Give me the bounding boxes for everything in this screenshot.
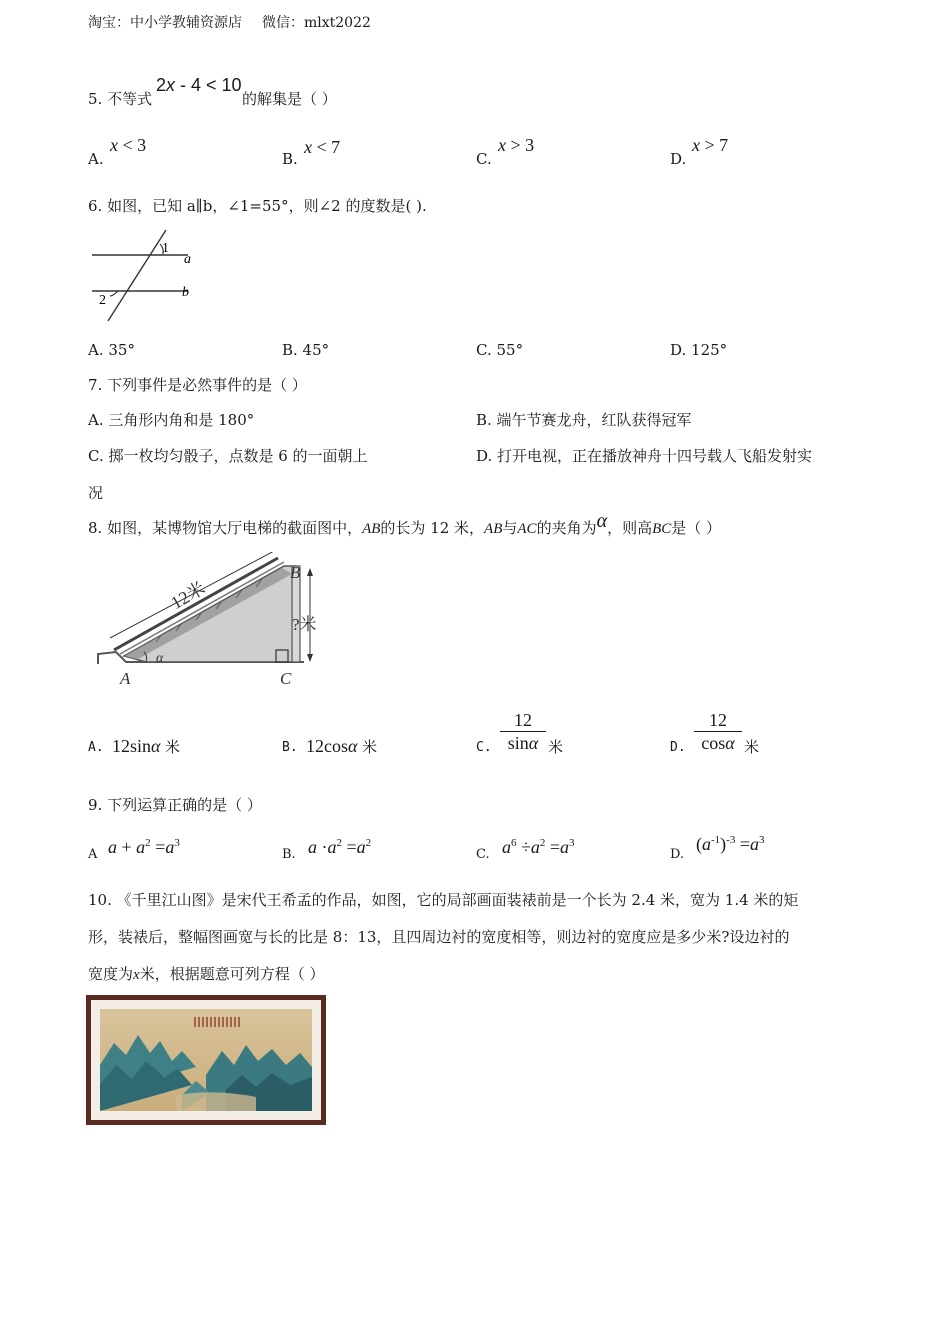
q5-option-c-expr: x > 3 [498,135,535,155]
q6-option-a[interactable]: A. 35° [88,341,135,359]
q5-option-c[interactable]: C. [476,150,492,168]
q5-suffix: 的解集是（ ） [242,90,337,108]
q8-option-d-unit: 米 [744,738,760,756]
line-b-label: b [182,285,189,300]
q10-line-2: 形，装裱后，整幅图画宽与长的比是 8：13，且四周边衬的宽度相等，则边衬的宽度应是多少米?设边衬的 [88,928,790,946]
q8-stem: 8. 如图，某博物馆大厅电梯的截面图中，AB的长为 12 米，AB与AC的夹角为α，则高BC是（ ） [88,510,722,537]
q9-option-a-expr: $a + a^2 =a^3$ [108,837,180,857]
q9-option-c[interactable]: C. [476,847,490,862]
q7-stem: 7. 下列事件是必然事件的是（ ） [88,376,307,394]
q8-option-a-expr: 12sinα 米 [112,736,180,756]
q8-option-c-unit: 米 [548,738,564,756]
q6-option-b[interactable]: B. 45° [282,341,330,359]
q8-option-d[interactable]: D. [670,740,686,755]
q9-option-d[interactable]: D. [670,847,685,862]
q8-option-b[interactable]: B. [282,740,298,755]
q10-landscape-painting-image [86,995,326,1125]
q8-option-c[interactable]: C. [476,740,492,755]
q7-option-d-continuation: 况 [88,484,104,502]
q9-stem: 9. 下列运算正确的是（ ） [88,796,262,814]
q9-option-c-expr: $a^6 \div a^2 =a^3$ [502,837,575,857]
q9-option-b[interactable]: B. [282,847,296,862]
point-c-label: C [280,669,292,688]
q8-option-d-fraction: 12 cosα [694,709,742,754]
angle-2-label: 2 [99,293,106,308]
q5-option-a-expr: x < 3 [110,135,147,155]
q10-line-1: 10. 《千里江山图》是宋代王希孟的作品，如图，它的局部画面装裱前是一个长为 2.4 米，宽为 1.4 米的矩 [88,891,799,909]
angle-1-label: 1 [162,241,169,256]
point-b-label: B [290,563,301,582]
q9-option-b-expr: $a \cdot a^2 =a^2$ [308,837,372,857]
transversal [108,230,166,321]
alpha-label: α [156,651,164,666]
q10-line-3: 宽度为x米，根据题意可列方程（ ） [88,965,325,983]
length-label: 12米 [167,577,209,614]
height-label: ?米 [292,615,317,634]
q5-option-a[interactable]: A. [88,150,104,168]
q5-prefix: 5. 不等式 [88,90,153,108]
line-a-label: a [184,252,191,267]
q7-option-c[interactable]: C. 掷一枚均匀骰子，点数是 6 的一面朝上 [88,447,368,465]
header-wechat: 微信：mlxt2022 [262,15,371,31]
q7-option-a[interactable]: A. 三角形内角和是 180° [88,411,255,429]
q8-option-c-fraction: 12 sinα [500,709,546,754]
point-a-label: A [120,669,131,688]
q8-option-b-expr: 12cosα 米 [306,736,377,756]
q6-option-d[interactable]: D. 125° [670,341,728,359]
q5-option-b[interactable]: B. [282,150,298,168]
header-shop: 淘宝：中小学教辅资源店 [88,15,242,31]
q5-option-b-expr: x < 7 [304,137,341,157]
q8-option-a[interactable]: A. [88,740,104,755]
q9-option-a[interactable]: A [88,847,98,862]
q6-stem: 6. 如图，已知 a∥b，∠1=55°，则∠2 的度数是( ). [88,197,427,215]
q5-option-d-expr: x > 7 [692,135,729,155]
q6-parallel-lines-figure [86,226,206,326]
q8-escalator-figure [96,552,336,692]
q5-option-d[interactable]: D. [670,150,687,168]
q6-option-c[interactable]: C. 55° [476,341,524,359]
angle-2-arc [110,291,118,296]
q9-option-d-expr: $(a^{-1})^{-3} =a^3$ [696,834,765,854]
q7-option-b[interactable]: B. 端午节赛龙舟，红队获得冠军 [476,411,692,429]
q7-option-d[interactable]: D. 打开电视，正在播放神舟十四号载人飞船发射实 [476,447,813,465]
q5-expression: 2x - 4 < 10 [156,75,242,95]
